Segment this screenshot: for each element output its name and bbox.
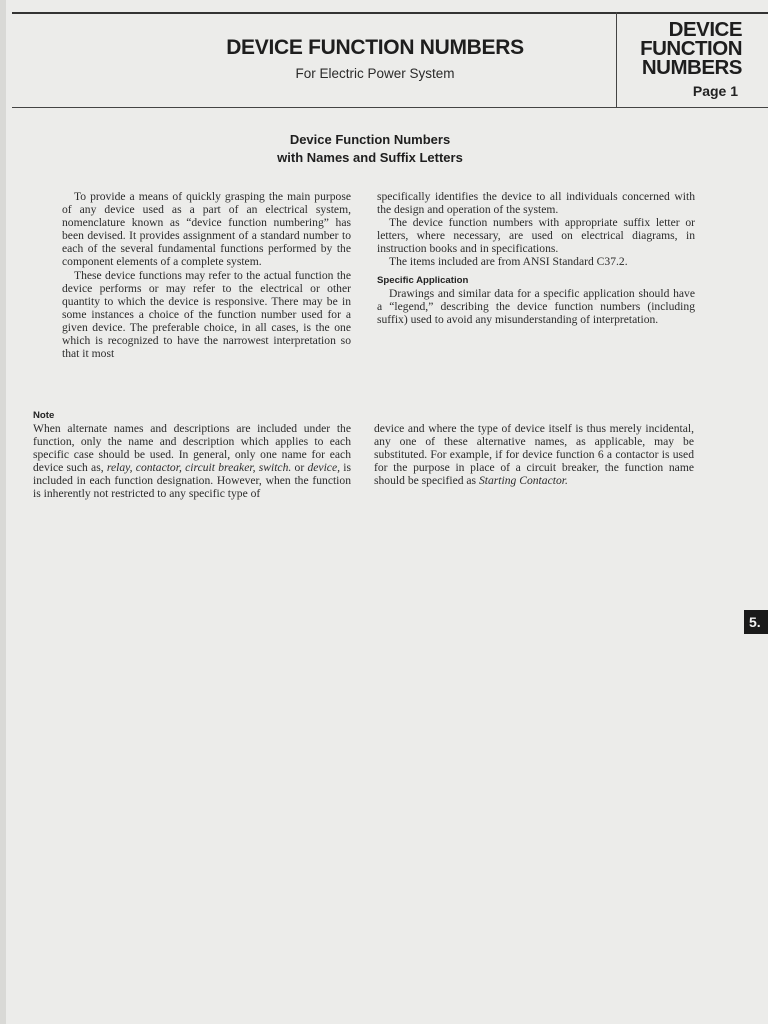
page-number: Page 1: [692, 83, 738, 99]
specific-application-heading: Specific Application: [377, 274, 469, 286]
intro-paragraph-2: These device functions may refer to the actual function the device performs or may refer to the electrical or other quantity to which the device is responsive. There may be in some instances a choice of the function number used for a given device. The preferable choice, in all cases, is the one which is recognized to have the narrowest interpretation so that it most: [62, 268, 351, 361]
intro-column-right: [377, 190, 695, 326]
note-example-device: device,: [307, 461, 340, 475]
specific-application-text: Drawings and similar data for a specific application should have a “legend,” describing the device function numbers (including suffix) used to avoid any misunderstanding of interpretation.: [377, 286, 695, 326]
header-divider: [616, 12, 617, 108]
side-title-line-2: FUNCTION: [640, 37, 742, 60]
intro-paragraph-4: The items included are from ANSI Standard C37.2.: [389, 255, 628, 269]
section-tab-title: [620, 20, 742, 77]
note-example-names: relay, contactor, circuit breaker, switch.: [106, 461, 292, 475]
section-heading-line-2: with Names and Suffix Letters: [277, 150, 463, 165]
header-bottom-rule: [12, 107, 768, 108]
intro-column-left: [62, 190, 351, 360]
note-text-left: When alternate names and descriptions are included under the function, only the name and description which applies to each specific case should be used. In general, only one name for each device such as, relay, contactor, circuit breaker, switch. or device, is included in each function designation. However, when the function is inherently not restricted to any specific type of: [33, 422, 351, 501]
note-text-right: device and where the type of device itself is thus merely incidental, any one of these alternative names, as applicable, may be substituted. For example, if for device function 6 a contactor is used for the purpose in place of a circuit breaker, the function name should be specified as Starting Contactor.: [374, 422, 694, 488]
page-edge: [0, 0, 6, 1024]
section-heading: [200, 131, 540, 167]
intro-paragraph-2-continued: specifically identifies the device to all individuals concerned with the design and operation of the system.: [377, 190, 695, 217]
note-column-right: [374, 422, 694, 487]
page-subtitle: For Electric Power System: [295, 66, 455, 81]
section-tab: 5.: [744, 610, 768, 634]
intro-paragraph-1: To provide a means of quickly grasping the main purpose of any device used as a part of an electrical system, nomenclature known as “device function numbering” has been devised. It provides assignment of a standard number to each of the several fundamental functions performed by the component elements of a complete system.: [62, 190, 351, 269]
section-heading-line-1: Device Function Numbers: [289, 132, 451, 147]
side-title-line-3: NUMBERS: [641, 56, 742, 79]
note-heading: Note: [33, 410, 55, 421]
top-rule: [12, 12, 768, 14]
page-title: DEVICE FUNCTION NUMBERS: [226, 36, 524, 59]
note-text-part-2: or: [291, 461, 308, 475]
note-column-left: [33, 422, 351, 501]
note-text-part-1: When alternate names and descriptions are included under the function, only the name and description which applies to each specific case should be used. In general, only one name for each device such as,: [33, 422, 351, 475]
side-title-line-1: DEVICE: [668, 18, 742, 41]
note-example-name: Starting Contactor.: [478, 474, 568, 488]
intro-paragraph-3: The device function numbers with appropriate suffix letter or letters, where necessary, are used on electrical diagrams, in instruction books and in specifications.: [377, 216, 695, 256]
